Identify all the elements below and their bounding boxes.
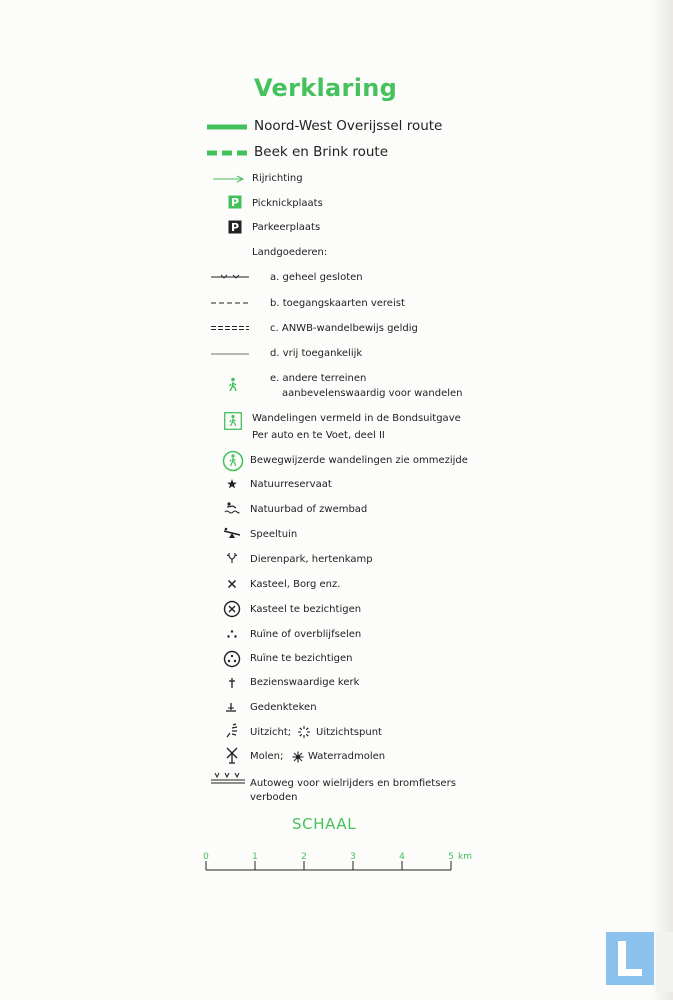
church-cross-icon [227, 677, 237, 689]
motorway-icon [210, 771, 246, 787]
legend-title: Verklaring [254, 74, 398, 102]
logo-l-icon [606, 932, 654, 985]
landgoed-e-label-1: e. andere terreinen [270, 373, 367, 384]
solid-route-line-icon [206, 121, 248, 133]
star-icon [226, 478, 238, 490]
uitzichtspunt-label: Uitzichtspunt [316, 727, 382, 738]
svg-text:P: P [230, 196, 240, 209]
picnic-p-icon [228, 195, 242, 209]
dierenpark-label: Dierenpark, hertenkamp [250, 554, 373, 565]
route-beek-brink-label: Beek en Brink route [254, 144, 389, 160]
walker-boxed-icon [224, 412, 242, 430]
scale-label-4: 4 [399, 852, 405, 862]
scale-label-3: 3 [350, 852, 356, 862]
scale-label-0: 0 [203, 852, 209, 862]
kasteel-label: Kasteel, Borg enz. [250, 579, 341, 590]
ruin-dots-icon [226, 629, 238, 639]
uitzicht-label: Uitzicht; [250, 727, 292, 738]
windmill-icon [224, 746, 240, 764]
kasteel-bezichtigen-label: Kasteel te bezichtigen [250, 604, 362, 615]
bondsuitgave-label-2: Per auto en te Voet, deel II [252, 430, 385, 441]
landgoederen-heading: Landgoederen: [252, 247, 328, 258]
scale-label-2: 2 [301, 852, 307, 862]
waterradmolen-label: Waterradmolen [308, 751, 386, 762]
natuurreservaat-label: Natuurreservaat [250, 479, 332, 490]
scale-label-1: 1 [252, 852, 258, 862]
gedenkteken-label: Gedenkteken [250, 702, 317, 713]
landgoed-e-label-2: aanbevelenswaardig voor wandelen [282, 388, 463, 399]
vrij-toegankelijk-line-icon [210, 349, 250, 359]
bewegwijzerd-label: Bewegwijzerde wandelingen zie ommezijde [250, 455, 468, 466]
svg-text:P: P [230, 221, 240, 234]
castle-circle-icon [223, 600, 241, 618]
viewpoint-rays-icon [225, 723, 239, 739]
route-noord-west-label: Noord-West Overijssel route [254, 118, 443, 134]
scale-unit: km [458, 852, 472, 862]
scan-edge [656, 932, 673, 992]
publisher-logo [606, 932, 654, 985]
water-mill-icon [292, 751, 304, 763]
landgoed-d-label: d. vrij toegankelijk [270, 348, 363, 359]
autoweg-label-2: verboden [250, 792, 298, 803]
parking-p-icon [228, 220, 242, 234]
gesloten-line-icon [210, 272, 250, 282]
parkeerplaats-label: Parkeerplaats [252, 222, 321, 233]
page-edge [651, 0, 673, 1000]
ruine-label: Ruïne of overblijfselen [250, 629, 362, 640]
walker-icon [226, 377, 240, 393]
walker-circle-icon [222, 450, 244, 472]
ruine-bezichtigen-label: Ruïne te bezichtigen [250, 653, 353, 664]
bondsuitgave-label-1: Wandelingen vermeld in de Bondsuitgave [252, 413, 461, 424]
landgoed-b-label: b. toegangskaarten vereist [270, 298, 405, 309]
rijrichting-label: Rijrichting [252, 173, 303, 184]
castle-cross-icon [227, 579, 237, 589]
antlers-icon [226, 552, 238, 564]
landgoed-a-label: a. geheel gesloten [270, 272, 363, 283]
speeltuin-label: Speeltuin [250, 529, 298, 540]
molen-label: Molen; [250, 751, 284, 762]
picknickplaats-label: Picknickplaats [252, 198, 323, 209]
toegangskaarten-line-icon [210, 298, 250, 308]
ruin-circle-icon [223, 650, 241, 668]
landgoed-c-label: c. ANWB-wandelbewijs geldig [270, 323, 418, 334]
scale-bar [196, 848, 486, 878]
viewpoint-star-icon [297, 725, 311, 739]
seesaw-icon [223, 527, 241, 539]
natuurbad-label: Natuurbad of zwembad [250, 504, 368, 515]
arrow-right-icon [212, 173, 246, 185]
autoweg-label-1: Autoweg voor wielrijders en bromfietsers [250, 778, 456, 789]
wandelbewijs-line-icon [210, 323, 250, 333]
scale-title: SCHAAL [292, 815, 357, 833]
kerk-label: Bezienswaardige kerk [250, 677, 360, 688]
monument-icon [224, 701, 238, 713]
swimmer-icon [224, 501, 240, 515]
dashed-route-line-icon [206, 147, 248, 159]
scale-label-5: 5 [448, 852, 454, 862]
